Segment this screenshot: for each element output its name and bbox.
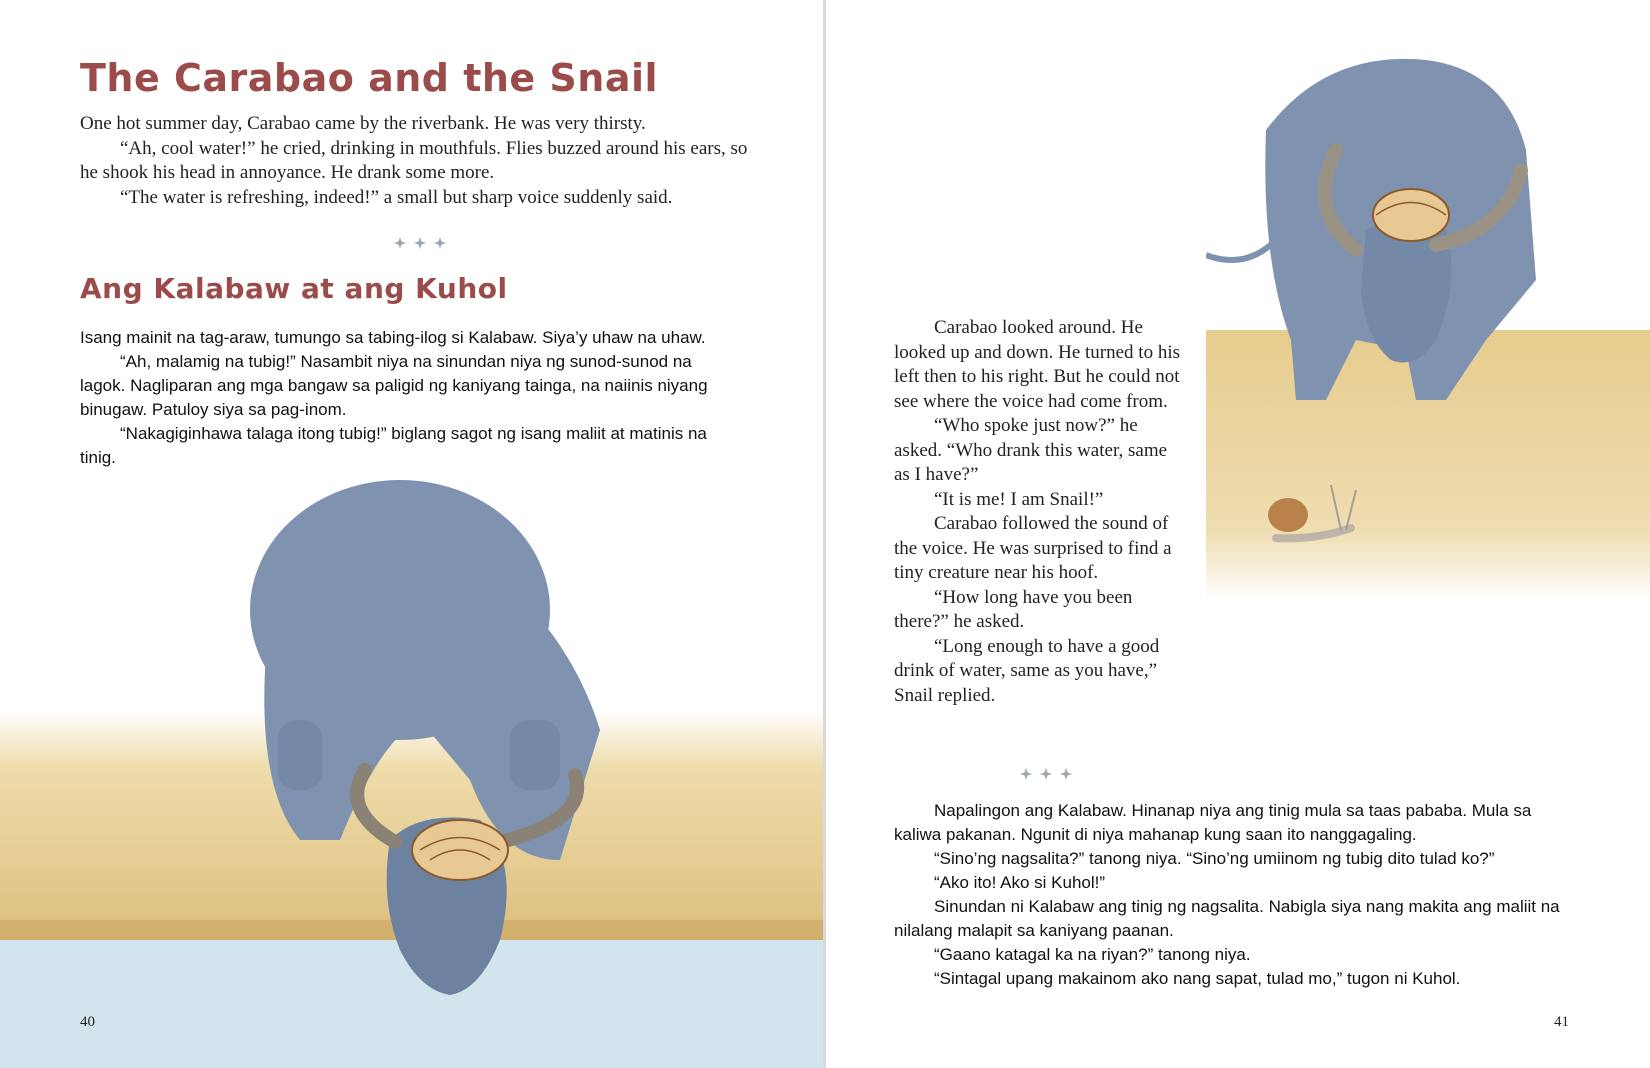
star-ornament-icon (394, 236, 406, 248)
filipino-paragraph-6: “Ako ito! Ako si Kuhol!” (934, 873, 1106, 892)
english-paragraph-2: “Ah, cool water!” he cried, drinking in mouthfuls. Flies buzzed around his ears, so he shook his head in annoyance. He drank some more. (80, 137, 748, 183)
right-page (826, 0, 1650, 1068)
star-ornament-icon (414, 236, 426, 248)
page-number: 40 (80, 1014, 95, 1030)
english-paragraph-5: “Who spoke just now?” he asked. “Who drank this water, same as I have?” (894, 415, 1168, 485)
filipino-paragraph-2: “Ah, malamig na tubig!” Nasambit niya na sinundan niya ng sunod-sunod na lagok. Nagliparan ang mga bangaw sa paligid ng kaniyang tainga, na naiinis niyang binugaw. Patuloy siya sa pag-inom. (80, 352, 708, 419)
star-ornament-icon (1040, 767, 1052, 779)
english-paragraph-1: One hot summer day, Carabao came by the riverbank. He was very thirsty. (80, 113, 646, 134)
page-number: 41 (1554, 1014, 1569, 1030)
filipino-paragraph-3: “Nakagiginhawa talaga itong tubig!” biglang sagot ng isang maliit at matinis na tinig. (80, 424, 707, 467)
english-story-text (80, 112, 760, 210)
filipino-paragraph-5: “Sino’ng nagsalita?” tanong niya. “Sino’ng umiinom ng tubig dito tulad ko?” (934, 849, 1495, 868)
english-paragraph-8: “How long have you been there?” he asked. (894, 586, 1133, 632)
english-story-text-continued (894, 316, 1184, 708)
filipino-story-text-continued (894, 799, 1574, 991)
english-paragraph-9: “Long enough to have a good drink of water, same as you have,” Snail replied. (894, 635, 1160, 706)
carabao-drinking-illustration (0, 480, 823, 1068)
english-story-title: The Carabao and the Snail (80, 56, 659, 100)
star-ornament-icon (434, 236, 446, 248)
english-paragraph-4: Carabao looked around. He looked up and down. He turned to his left then to his right. But he could not see where the voice had come from. (894, 317, 1181, 412)
filipino-story-text (80, 326, 740, 470)
english-paragraph-7: Carabao followed the sound of the voice. He was surprised to find a tiny creature near his hoof. (894, 513, 1172, 583)
english-paragraph-6: “It is me! I am Snail!” (934, 488, 1104, 510)
section-separator (1020, 767, 1072, 779)
filipino-paragraph-8: “Gaano katagal ka na riyan?” tanong niya. (934, 945, 1251, 964)
section-separator (394, 236, 446, 248)
filipino-paragraph-1: Isang mainit na tag-araw, tumungo sa tabing-ilog si Kalabaw. Siya’y uhaw na uhaw. (80, 328, 706, 347)
carabao-and-snail-illustration (1206, 40, 1650, 600)
english-paragraph-3: “The water is refreshing, indeed!” a small but sharp voice suddenly said. (120, 186, 673, 208)
star-ornament-icon (1020, 767, 1032, 779)
star-ornament-icon (1060, 767, 1072, 779)
left-page (0, 0, 823, 1068)
filipino-paragraph-4: Napalingon ang Kalabaw. Hinanap niya ang tinig mula sa taas pababa. Mula sa kaliwa pakanan. Ngunit di niya mahanap kung saan ito nanggagaling. (894, 801, 1532, 844)
filipino-paragraph-7: Sinundan ni Kalabaw ang tinig ng nagsalita. Nabigla siya nang makita ang maliit na nilalang malapit sa kaniyang paanan. (894, 897, 1560, 940)
filipino-story-title: Ang Kalabaw at ang Kuhol (80, 272, 508, 305)
filipino-paragraph-9: “Sintagal upang makainom ako nang sapat, tulad mo,” tugon ni Kuhol. (934, 969, 1461, 988)
